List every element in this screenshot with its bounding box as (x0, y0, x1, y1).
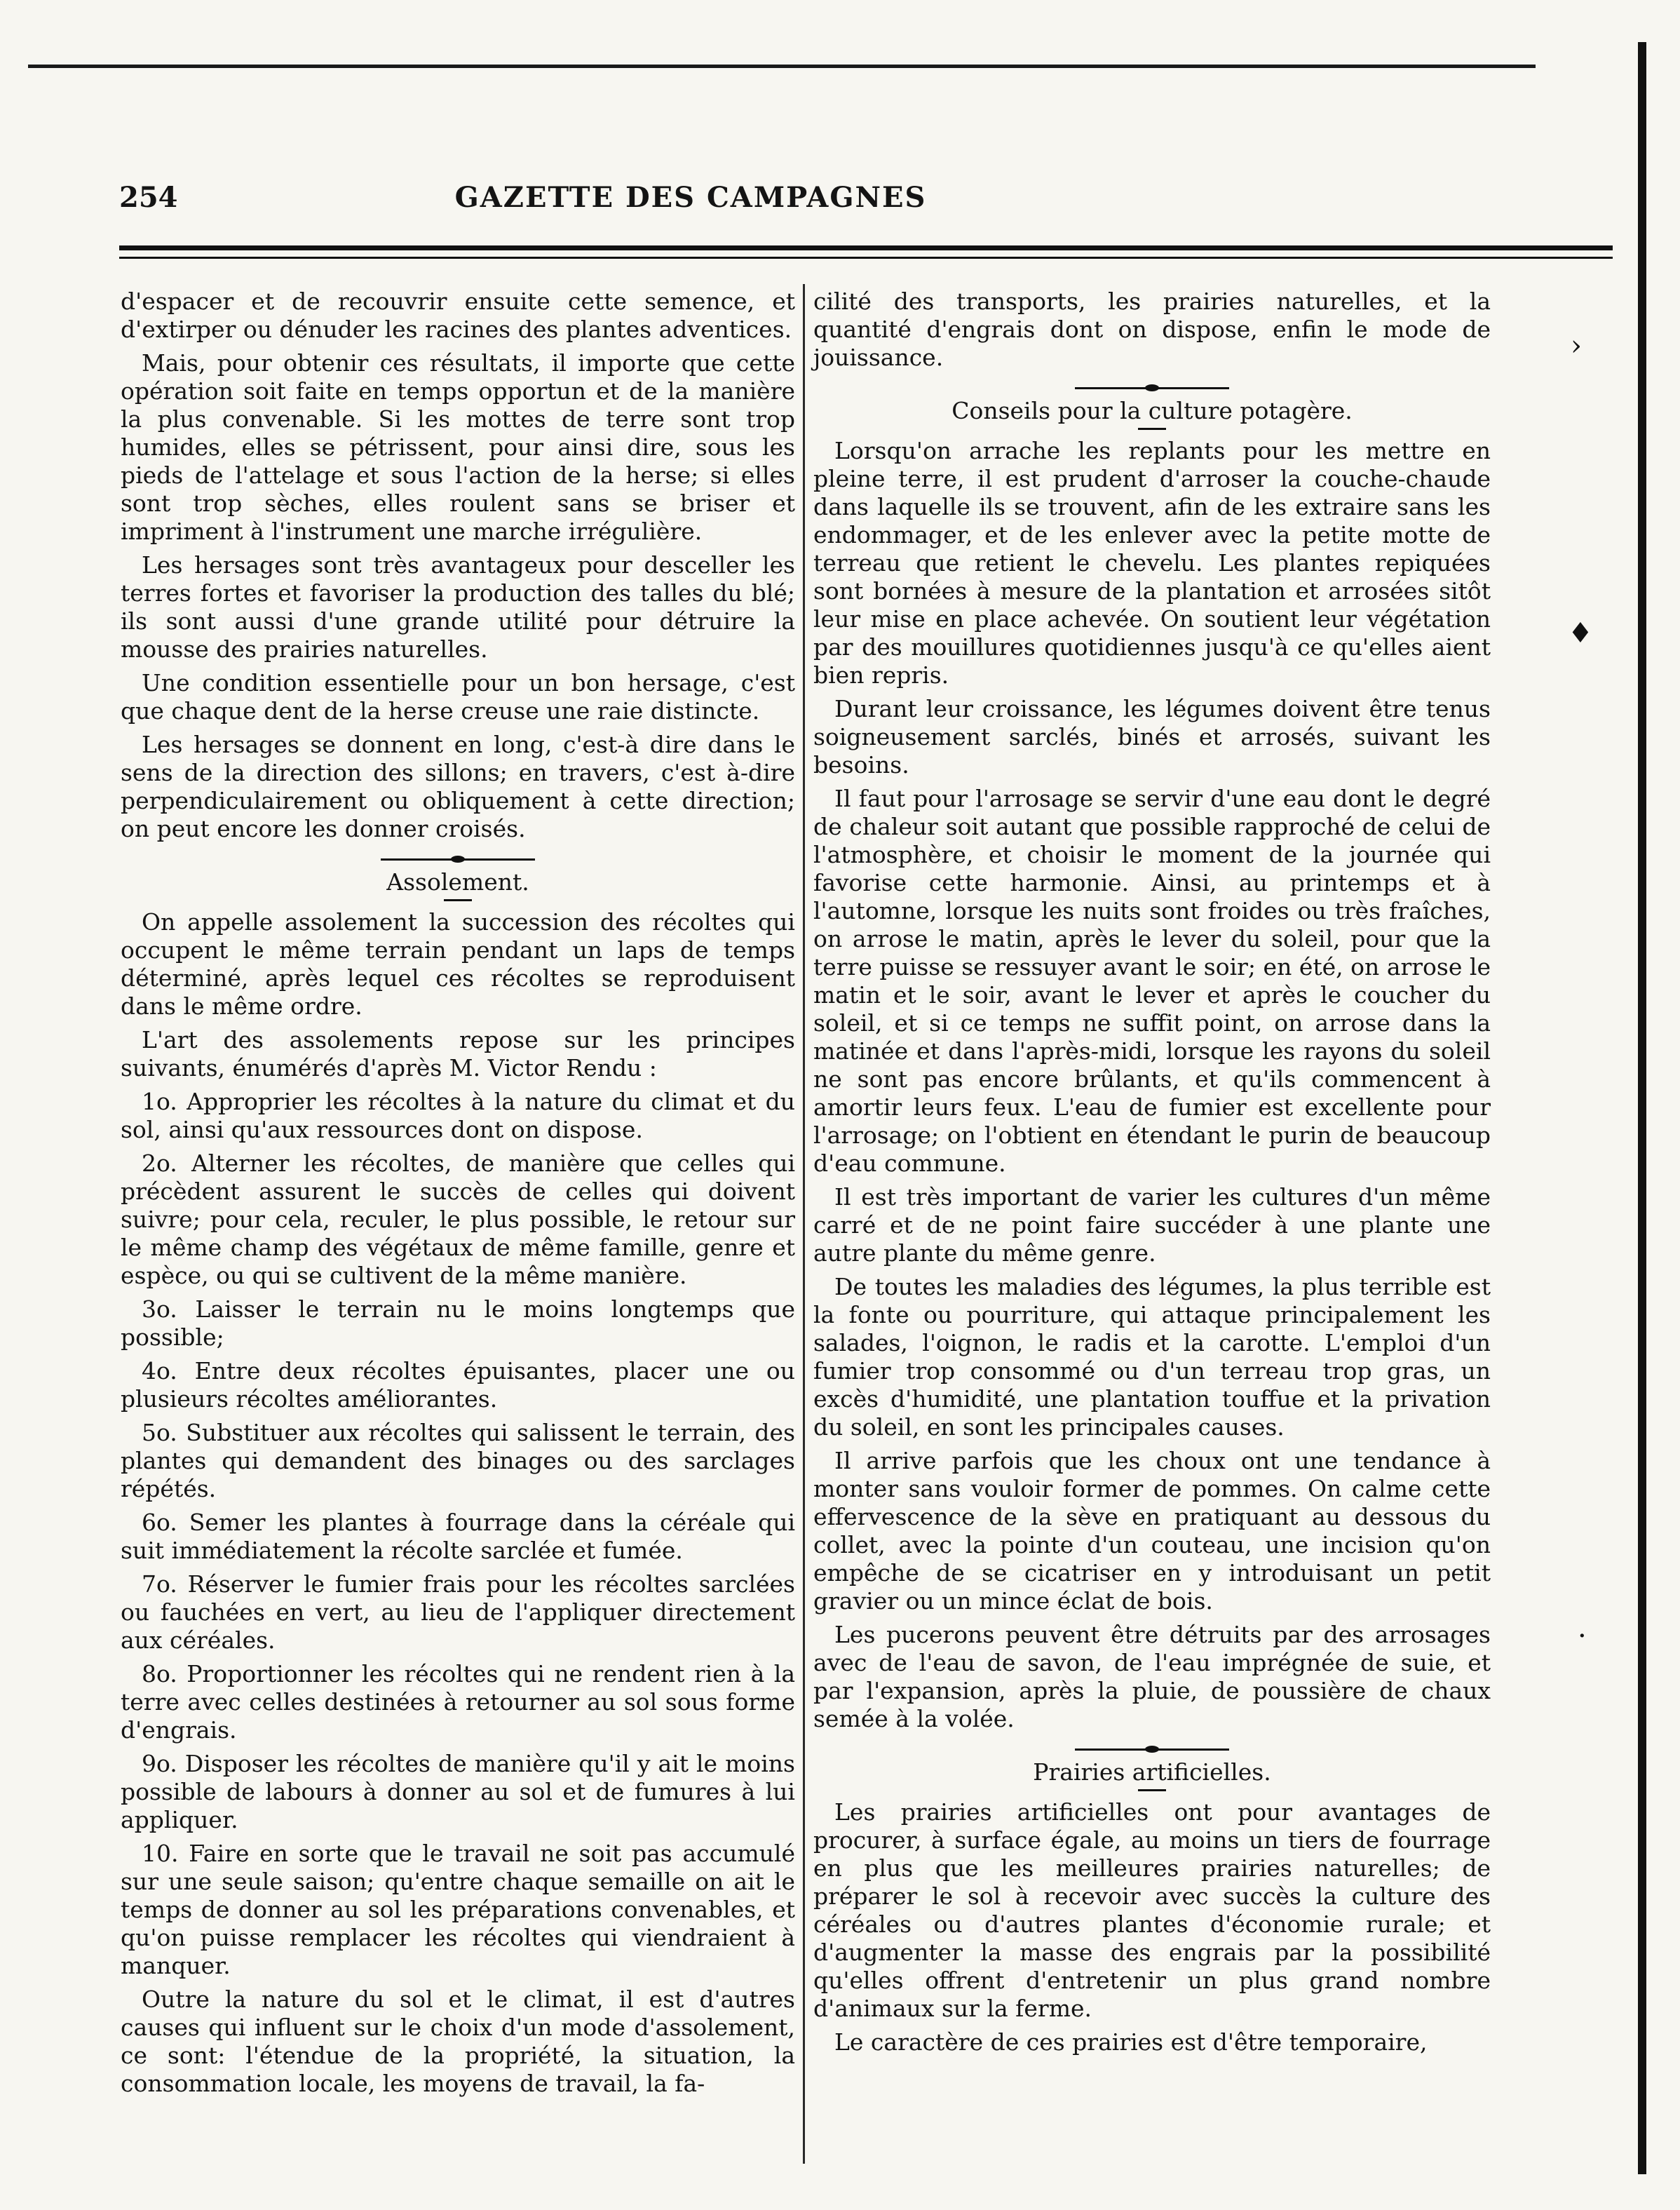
paragraph: Durant leur croissance, les légumes doivent être tenus soigneusement sarclés, binés et arrosés, suivant les besoins. (813, 695, 1491, 779)
scan-edge-rule (28, 65, 1536, 68)
list-item: 3o. Laisser le terrain nu le moins longtemps que possible; (121, 1295, 795, 1351)
paragraph: On appelle assolement la succession des récoltes qui occupent le même terrain pendant un laps de temps déterminé, après lequel ces récoltes se reproduisent dans le même ordre. (121, 908, 795, 1020)
section-title: Assolement. (386, 868, 529, 896)
paragraph: L'art des assolements repose sur les principes suivants, énumérés d'après M. Victor Rendu : (121, 1026, 795, 1082)
list-item: 1o. Approprier les récoltes à la nature du climat et du sol, ainsi qu'aux ressources dont on dispose. (121, 1088, 795, 1143)
paragraph: Lorsqu'on arrache les replants pour les mettre en pleine terre, il est prudent d'arroser la couche-chaude dans laquelle ils se trouvent, afin de les extraire sans les endommager, et de les enlever avec la petite motte de terreau que retient le chevelu. Les plantes repiquées sont bornées à mesure de la plantation et arrosées sitôt leur mise en place achevée. On soutient leur végétation par des mouillures quotidiennes jusqu'à ce qu'elles aient bien repris. (813, 437, 1491, 689)
short-dash (1138, 428, 1166, 430)
section-heading (121, 856, 795, 901)
paragraph: Mais, pour obtenir ces résultats, il importe que cette opération soit faite en temps opportun et de la manière la plus convenable. Si les mottes de terre sont trop humides, elles se pétrissent, pour ainsi dire, sous les pieds de l'attelage et sous l'action de la herse; si elles sont trop sèches, elles roulent sans se briser et impriment à l'instrument une marche irrégulière. (121, 349, 795, 545)
paragraph: Les prairies artificielles ont pour avantages de procurer, à surface égale, au moins un tiers de fourrage en plus que les meilleures prairies naturelles; de préparer le sol à recevoir avec succès la culture des céréales ou d'autres plantes d'économie rurale; et d'augmenter la masse des engrais par la possibilité qu'elles offrent d'entretenir un plus grand nombre d'animaux sur la ferme. (813, 1798, 1491, 2022)
right-column (813, 288, 1491, 2062)
section-title: Conseils pour la culture potagère. (951, 397, 1353, 424)
list-item: 8o. Proportionner les récoltes qui ne rendent rien à la terre avec celles destinées à retourner au sol sous forme d'engrais. (121, 1660, 795, 1744)
ornament-rule (1075, 1746, 1229, 1753)
list-item: 2o. Alterner les récoltes, de manière que celles qui précèdent assurent le succès de celles qui doivent suivre; pour cela, reculer, le plus possible, le retour sur le même champ des végétaux de même famille, genre et espèce, ou qui se cultivent de la même manière. (121, 1150, 795, 1289)
list-item: 9o. Disposer les récoltes de manière qu'il y ait le moins possible de labours à donner au sol et de fumures à lui appliquer. (121, 1750, 795, 1833)
column-divider (803, 284, 805, 2164)
paragraph: cilité des transports, les prairies naturelles, et la quantité d'engrais dont on dispose, enfin le mode de jouissance. (813, 288, 1491, 371)
section-title: Prairies artificielles. (1033, 1758, 1271, 1786)
paragraph: Outre la nature du sol et le climat, il est d'autres causes qui influent sur le choix d'un mode d'assolement, ce sont: l'étendue de la propriété, la situation, la consommation locale, les moyens de travail, la fa- (121, 1986, 795, 2097)
short-dash (444, 899, 472, 901)
list-item: 5o. Substituer aux récoltes qui salissent le terrain, des plantes qui demandent des binages ou des sarclages répétés. (121, 1419, 795, 1502)
header-rule-thick (119, 245, 1613, 250)
paragraph: Il faut pour l'arrosage se servir d'une eau dont le degré de chaleur soit autant que possible rapproché de celui de l'atmosphère, et choisir le moment de la journée qui favorise cette harmonie. Ainsi, au printemps et à l'automne, lorsque les nuits sont froides ou très fraîches, on arrose le matin, après le lever du soleil, pour que la terre puisse se ressuyer avant le soir; en été, on arrose le matin et le soir, avant le lever et après le coucher du soleil, et si ce temps ne suffit point, on arrose dans la matinée et dans l'après-midi, lorsque les rayons du soleil ne sont pas encore brûlants, et qu'ils commencent à amortir leurs feux. L'eau de fumier est excellente pour l'arrosage; on l'obtient en étendant le purin de beaucoup d'eau commune. (813, 785, 1491, 1177)
ornament-rule (381, 856, 535, 863)
paragraph: De toutes les maladies des légumes, la plus terrible est la fonte ou pourriture, qui attaque principalement les salades, l'oignon, le radis et la carotte. L'emploi d'un fumier trop consommé ou d'un terreau trop gras, un excès d'humidité, une plantation touffue et la privation du soleil, en sont les principales causes. (813, 1273, 1491, 1441)
left-column (121, 288, 795, 2103)
page-header (119, 181, 1613, 223)
paragraph: Le caractère de ces prairies est d'être temporaire, (834, 2028, 1428, 2056)
paragraph: d'espacer et de recouvrir ensuite cette semence, et d'extirper ou dénuder les racines des plantes adventices. (121, 288, 795, 343)
running-title: GAZETTE DES CAMPAGNES (454, 181, 927, 214)
margin-mark: › (1571, 330, 1582, 362)
paragraph: Une condition essentielle pour un bon hersage, c'est que chaque dent de la herse creuse une raie distincte. (121, 669, 795, 725)
margin-mark: · (1578, 1620, 1587, 1652)
ornament-rule (1075, 384, 1229, 391)
paragraph: Les hersages sont très avantageux pour desceller les terres fortes et favoriser la production des talles du blé; ils sont aussi d'une grande utilité pour détruire la mousse des prairies naturelles. (121, 551, 795, 663)
header-rule-thin (119, 257, 1613, 259)
paragraph: Les hersages se donnent en long, c'est-à dire dans le sens de la direction des sillons; en travers, c'est à-dire perpendiculairement ou obliquement à cette direction; on peut encore les donner croisés. (121, 731, 795, 842)
paragraph: Il arrive parfois que les choux ont une tendance à monter sans vouloir former de pommes. On calme cette effervescence de la sève en pratiquant au dessous du collet, avec la pointe d'un couteau, une incision qu'on empêche de se cicatriser en y introduisant un petit gravier ou un mince éclat de bois. (813, 1447, 1491, 1615)
binding-edge (1638, 42, 1646, 2174)
section-heading (813, 384, 1491, 430)
paragraph: Il est très important de varier les cultures d'un même carré et de ne point faire succéder à une plante une autre plante du même genre. (813, 1183, 1491, 1267)
margin-mark: ♦ (1568, 617, 1593, 649)
list-item: 6o. Semer les plantes à fourrage dans la céréale qui suit immédiatement la récolte sarclée et fumée. (121, 1509, 795, 1564)
list-item: 4o. Entre deux récoltes épuisantes, placer une ou plusieurs récoltes améliorantes. (121, 1357, 795, 1413)
list-item: 10. Faire en sorte que le travail ne soit pas accumulé sur une seule saison; qu'entre chaque semaille on ait le temps de donner au sol les préparations convenables, et qu'on puisse remplacer les récoltes qui viendraient à manquer. (121, 1840, 795, 1979)
page-number: 254 (119, 181, 178, 214)
paragraph: Les pucerons peuvent être détruits par des arrosages avec de l'eau de savon, de l'eau imprégnée de suie, et par l'expansion, après la pluie, de poussière de chaux semée à la volée. (813, 1621, 1491, 1732)
list-item: 7o. Réserver le fumier frais pour les récoltes sarclées ou fauchées en vert, au lieu de l'appliquer directement aux céréales. (121, 1570, 795, 1654)
short-dash (1138, 1789, 1166, 1791)
section-heading (813, 1746, 1491, 1791)
